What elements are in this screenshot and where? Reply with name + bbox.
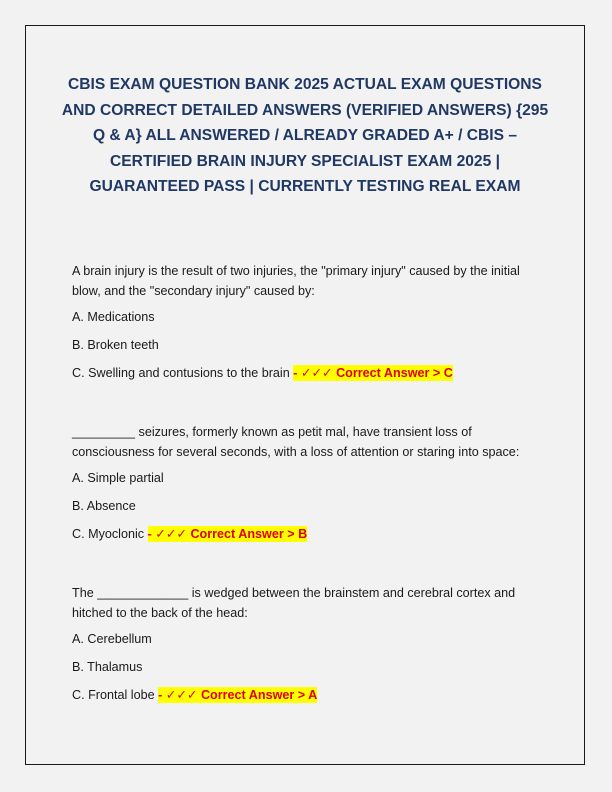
correct-answer-highlight: - ✓✓✓ Correct Answer > C: [293, 366, 453, 380]
question-line: hitched to the back of the head:: [72, 606, 248, 620]
question-line: The _____________ is wedged between the brainstem and cerebral cortex and: [72, 586, 516, 600]
title-line: Q & A} ALL ANSWERED / ALREADY GRADED A+ / CBIS –: [92, 127, 518, 144]
option-a: A. Simple partial: [72, 471, 164, 485]
option-c: [72, 526, 572, 542]
question-line: _________ seizures, formerly known as petit mal, have transient loss of: [72, 425, 472, 439]
option-c-text: C. Frontal lobe: [72, 688, 155, 702]
question-line: consciousness for several seconds, with a loss of attention or staring into space:: [72, 445, 520, 459]
option-a: A. Cerebellum: [72, 632, 152, 646]
question-3: [72, 583, 572, 703]
question-1: [72, 261, 572, 381]
option-a: A. Medications: [72, 310, 155, 324]
option-b: B. Broken teeth: [72, 338, 159, 352]
correct-answer-highlight: - ✓✓✓ Correct Answer > B: [147, 527, 308, 541]
question-line: blow, and the "secondary injury" caused by:: [72, 284, 315, 298]
question-text: [72, 422, 572, 462]
question-text: [72, 261, 572, 301]
document-title: [42, 72, 568, 200]
option-b: B. Thalamus: [72, 660, 143, 674]
document-page: [25, 25, 585, 765]
title-line: CERTIFIED BRAIN INJURY SPECIALIST EXAM 2025 |: [110, 152, 500, 170]
option-c-text: C. Swelling and contusions to the brain: [72, 366, 290, 380]
question-2: [72, 422, 572, 542]
title-line: GUARANTEED PASS | CURRENTLY TESTING REAL EXAM: [89, 178, 521, 195]
correct-answer-highlight: - ✓✓✓ Correct Answer > A: [158, 688, 318, 702]
option-c-text: C. Myoclonic: [72, 527, 145, 541]
question-line: A brain injury is the result of two injuries, the "primary injury" caused by the initial: [72, 264, 520, 278]
title-line: CBIS EXAM QUESTION BANK 2025 ACTUAL EXAM QUESTIONS: [68, 76, 542, 93]
question-text: [72, 583, 572, 623]
option-b: B. Absence: [72, 499, 136, 513]
option-c: [72, 687, 572, 703]
title-line: AND CORRECT DETAILED ANSWERS (VERIFIED ANSWERS) {295: [61, 101, 549, 119]
option-c: [72, 365, 572, 381]
